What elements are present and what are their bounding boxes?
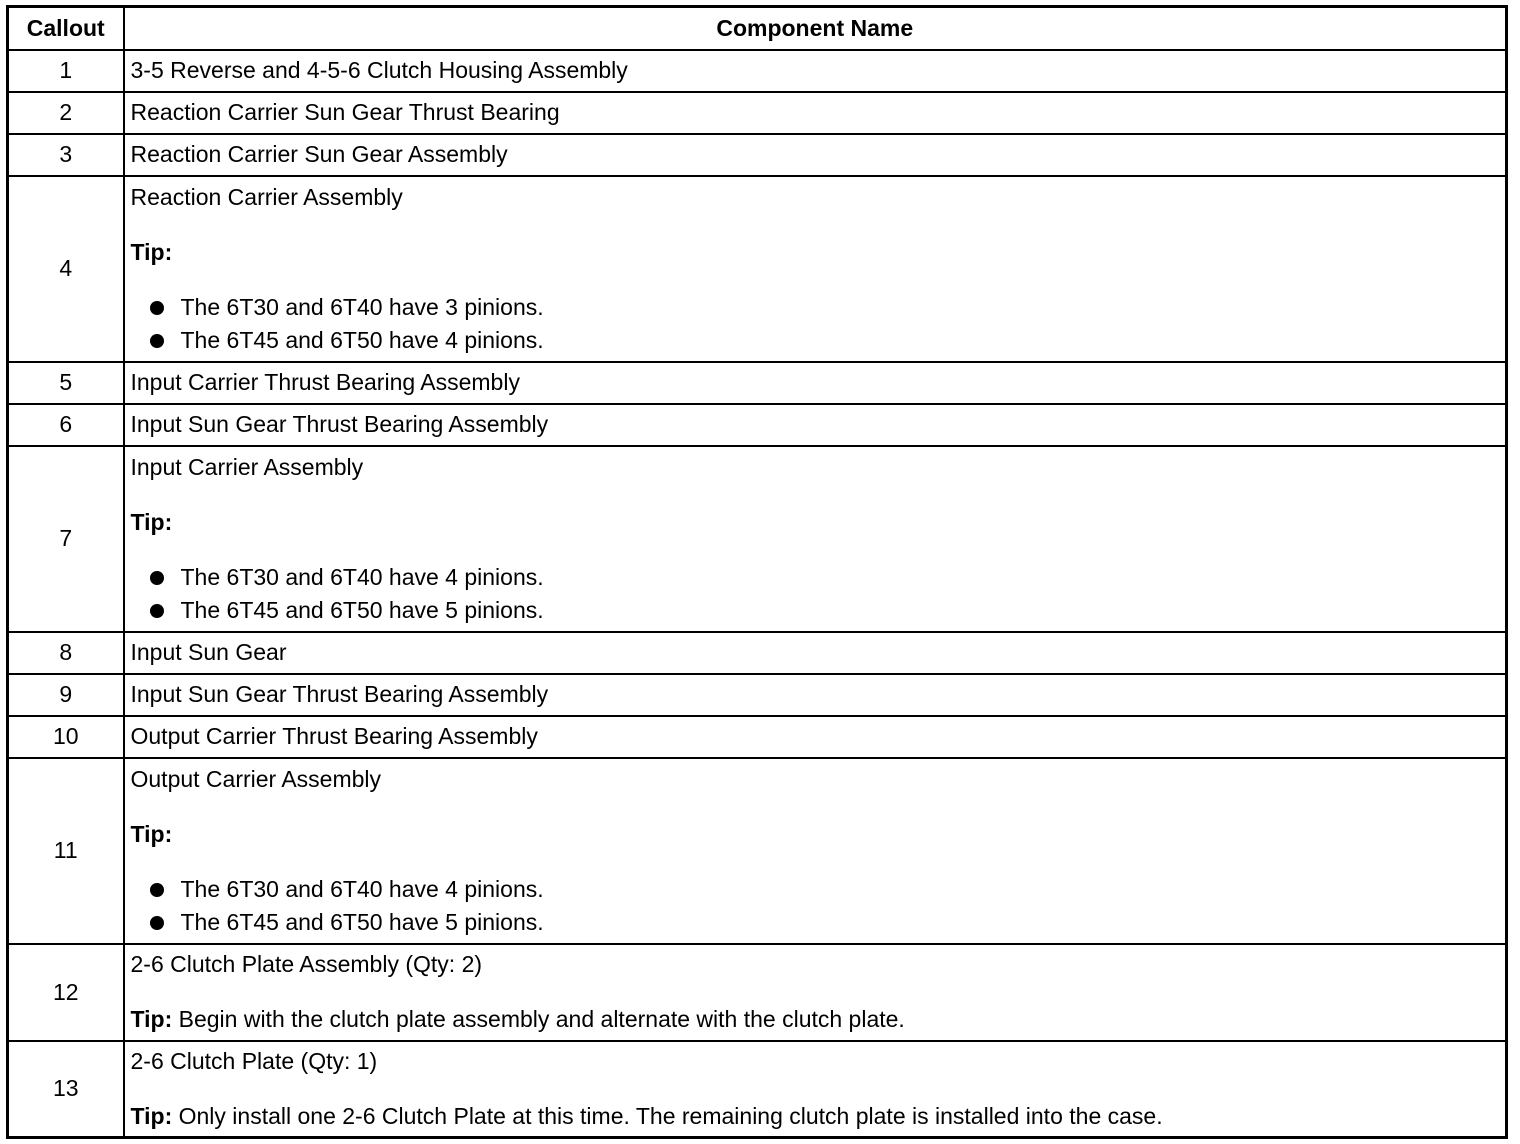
- bullet-icon: [150, 916, 164, 930]
- callout-cell: 11: [8, 758, 124, 944]
- tip-text: Only install one 2-6 Clutch Plate at this time. The remaining clutch plate is installed into the case.: [178, 1102, 1163, 1129]
- table-row: [8, 404, 1507, 446]
- component-name-cell: [124, 134, 1507, 176]
- component-name: Input Sun Gear Thrust Bearing Assembly: [130, 411, 549, 437]
- table-row: [8, 176, 1507, 362]
- callout-cell: 1: [8, 50, 124, 92]
- table-row: [8, 50, 1507, 92]
- component-name-cell: [124, 362, 1507, 404]
- component-name: Input Sun Gear: [130, 639, 287, 665]
- callout-cell: 9: [8, 674, 124, 716]
- bullet-icon: [150, 334, 164, 348]
- component-name: Input Sun Gear Thrust Bearing Assembly: [130, 681, 549, 707]
- bullet-icon: [150, 604, 164, 618]
- tip-bullet-item: [131, 291, 1500, 324]
- callout-cell: 2: [8, 92, 124, 134]
- table-row: [8, 632, 1507, 674]
- tip-bullet-text: The 6T45 and 6T50 have 4 pinions.: [180, 326, 544, 353]
- table-row: [8, 944, 1507, 1041]
- tip-bullet-item: [131, 324, 1500, 357]
- table-row: [8, 1041, 1507, 1138]
- component-name-cell: [124, 92, 1507, 134]
- component-name: Input Carrier Thrust Bearing Assembly: [130, 369, 520, 395]
- component-name: Reaction Carrier Sun Gear Thrust Bearing: [130, 99, 560, 125]
- bullet-icon: [150, 571, 164, 585]
- tip-bullet-list: [131, 561, 1500, 627]
- component-name: Output Carrier Thrust Bearing Assembly: [130, 723, 538, 749]
- component-table: [6, 5, 1508, 1139]
- tip-label: Tip:: [130, 508, 173, 535]
- component-name-cell: [124, 716, 1507, 758]
- tip-bullet-list: [131, 291, 1500, 357]
- table-row: [8, 674, 1507, 716]
- tip-line: [131, 1003, 1500, 1036]
- callout-cell: 8: [8, 632, 124, 674]
- table-header-row: [8, 7, 1507, 50]
- component-name-cell: [124, 446, 1507, 632]
- callout-cell: 6: [8, 404, 124, 446]
- component-name-cell: [124, 632, 1507, 674]
- tip-bullet-item: [131, 906, 1500, 939]
- bullet-icon: [150, 883, 164, 897]
- component-name: Output Carrier Assembly: [130, 765, 382, 792]
- tip-bullet-text: The 6T45 and 6T50 have 5 pinions.: [180, 908, 544, 935]
- tip-bullet-list: [131, 873, 1500, 939]
- tip-label: Tip:: [130, 820, 173, 847]
- component-name: 3-5 Reverse and 4-5-6 Clutch Housing Assembly: [130, 57, 628, 83]
- component-name-cell: [124, 176, 1507, 362]
- component-name: Reaction Carrier Sun Gear Assembly: [130, 141, 508, 167]
- callout-cell: 3: [8, 134, 124, 176]
- tip-bullet-text: The 6T30 and 6T40 have 3 pinions.: [180, 293, 544, 320]
- component-name-cell: [124, 50, 1507, 92]
- component-name: Input Carrier Assembly: [130, 453, 364, 480]
- component-name-cell: [124, 1041, 1507, 1138]
- tip-bullet-text: The 6T30 and 6T40 have 4 pinions.: [180, 563, 544, 590]
- component-name-cell: [124, 758, 1507, 944]
- component-name: 2-6 Clutch Plate (Qty: 1): [130, 1047, 378, 1074]
- tip-label: Tip:: [130, 1102, 173, 1129]
- tip-text: Begin with the clutch plate assembly and alternate with the clutch plate.: [178, 1006, 905, 1032]
- bullet-icon: [150, 301, 164, 315]
- callout-cell: 10: [8, 716, 124, 758]
- tip-label: Tip:: [130, 238, 173, 265]
- tip-label: Tip:: [130, 1006, 173, 1032]
- header-component-name: Component Name: [124, 7, 1507, 50]
- table-row: [8, 362, 1507, 404]
- callout-cell: 12: [8, 944, 124, 1041]
- table-row: [8, 92, 1507, 134]
- tip-bullet-text: The 6T45 and 6T50 have 5 pinions.: [180, 596, 544, 623]
- callout-cell: 5: [8, 362, 124, 404]
- tip-bullet-item: [131, 594, 1500, 627]
- component-name: Reaction Carrier Assembly: [130, 183, 403, 210]
- callout-cell: 4: [8, 176, 124, 362]
- component-name-cell: [124, 944, 1507, 1041]
- component-name-cell: [124, 404, 1507, 446]
- tip-bullet-text: The 6T30 and 6T40 have 4 pinions.: [180, 875, 544, 902]
- tip-line: [131, 1100, 1500, 1133]
- callout-cell: 13: [8, 1041, 124, 1138]
- tip-bullet-item: [131, 561, 1500, 594]
- header-callout: Callout: [8, 7, 124, 50]
- table-row: [8, 134, 1507, 176]
- tip-bullet-item: [131, 873, 1500, 906]
- table-row: [8, 716, 1507, 758]
- callout-cell: 7: [8, 446, 124, 632]
- table-row: [8, 446, 1507, 632]
- component-name: 2-6 Clutch Plate Assembly (Qty: 2): [130, 951, 483, 977]
- component-name-cell: [124, 674, 1507, 716]
- table-row: [8, 758, 1507, 944]
